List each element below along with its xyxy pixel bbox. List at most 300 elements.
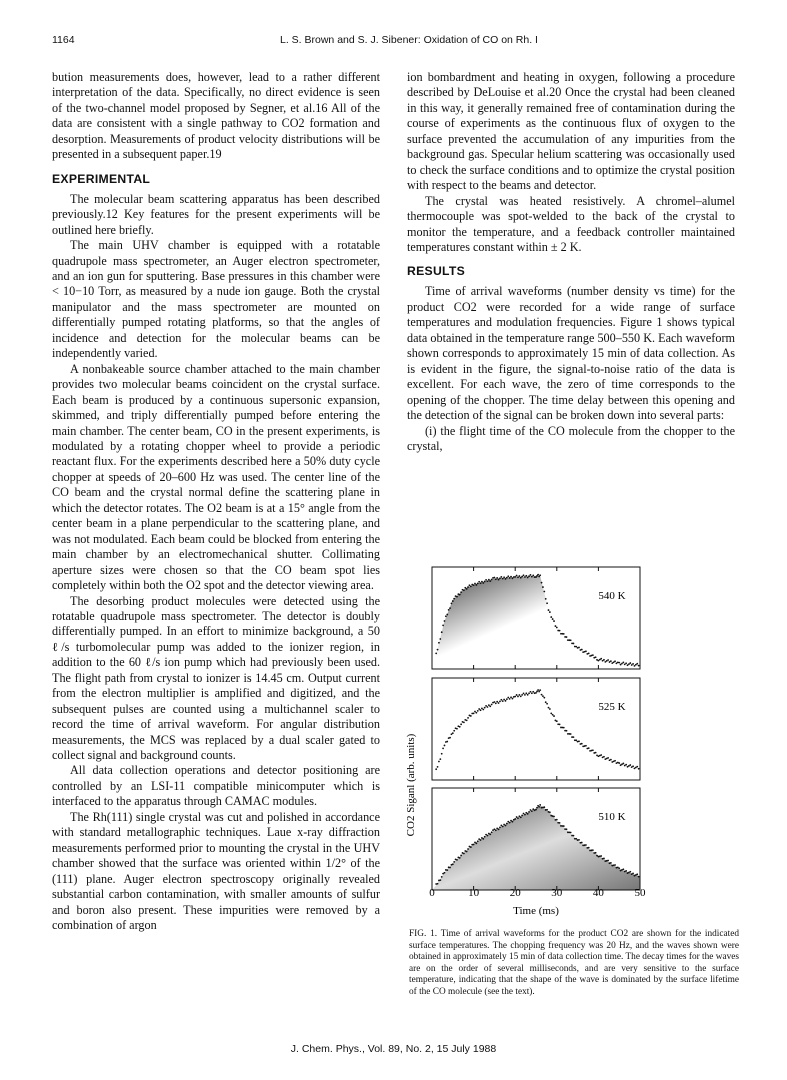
data-point — [446, 869, 448, 871]
data-point — [595, 852, 597, 854]
data-point — [592, 849, 594, 851]
data-point — [442, 748, 444, 750]
data-point — [607, 659, 609, 661]
paragraph: Time of arrival waveforms (number density vs time) for the product CO2 were recorded for a wide range of surface temperatures and modulation frequencies. Figure 1 shows typical data obtained in the temperature range 500–550 K. Each waveform shown corresponds to approximately 15 min of data collection. As is evident in the figure, the signal-to-noise ratio of the data is excellent. For each wave, the zero of time corresponds to the opening of the chopper. The time delay between this opening and the detection of the signal can be broken down into several parts: — [407, 284, 735, 423]
data-point — [478, 581, 480, 583]
data-point — [502, 700, 504, 702]
data-point — [456, 859, 458, 861]
data-point — [614, 864, 616, 866]
data-point — [451, 603, 453, 605]
data-point — [603, 858, 605, 860]
data-point — [437, 883, 439, 885]
data-point — [523, 692, 525, 694]
data-point — [480, 582, 482, 584]
data-point — [603, 756, 605, 758]
paragraph: The Rh(111) single crystal was cut and polished in accordance with standard metallographic techniques. Laue x-ray diffraction measurements performed prior to mounting the crystal in the UHV chamber showed that the surface was oriented within 1/2° of the (111) plane. Auger electron spectroscopy originally revealed substantial carbon contamination, with smaller amounts of sulfur and boron also present. These impurities were removed by a combination of argon — [52, 809, 380, 933]
data-point — [444, 745, 446, 747]
data-point — [453, 598, 455, 600]
data-point — [629, 662, 631, 664]
data-point — [625, 662, 627, 664]
data-point — [556, 819, 558, 821]
data-point — [541, 694, 543, 696]
paragraph: A nonbakeable source chamber attached to the main chamber provides two molecular beams coincident on the crystal surface. Each beam is produced by a continuous supersonic expansion, skimmed, and triply differentially pumped before entering the main chamber. The center beam, CO in the present experiments, is modulated by a rotating chopper wheel to provide a periodic reactant flux. For the experiments described here a 50% duty cycle chopper at speeds of 20–600 Hz was used. The center line of the CO beam and the crystal normal define the scattering plane in which the detector rotates. The O2 beam is at a 15° angle from the center beam in a plane perpendicular to the scattering plane, and was not modulated. Each beam could be blocked from entering the main chamber by an electromechanical shutter. Collimating aperture sizes were chosen so that the CO beam spot lies completely within both the O2 spot and the detector viewing area. — [52, 361, 380, 593]
data-point — [566, 730, 568, 732]
data-point — [500, 576, 502, 578]
data-point — [489, 580, 491, 582]
data-point — [525, 692, 527, 694]
x-tick-label: 50 — [634, 887, 646, 899]
data-point — [516, 575, 518, 577]
data-point — [474, 711, 476, 713]
data-point — [495, 829, 497, 831]
data-point — [546, 809, 548, 811]
data-point — [459, 857, 461, 859]
data-point — [600, 855, 602, 857]
data-point — [460, 723, 462, 725]
data-point — [607, 860, 609, 862]
data-point — [496, 577, 498, 579]
data-point — [463, 853, 465, 855]
data-point — [632, 663, 634, 665]
data-point — [550, 616, 552, 618]
data-point — [537, 574, 539, 576]
data-point — [573, 835, 575, 837]
data-point — [439, 758, 441, 760]
data-point — [614, 760, 616, 762]
data-point — [538, 806, 540, 808]
data-point — [489, 833, 491, 835]
running-title: L. S. Brown and S. J. Sibener: Oxidation of CO on Rh. I — [280, 34, 538, 46]
data-point — [566, 636, 568, 638]
data-point — [510, 576, 512, 578]
data-point — [464, 587, 466, 589]
data-point — [448, 609, 450, 611]
data-point — [449, 737, 451, 739]
data-point — [518, 694, 520, 696]
data-point — [503, 576, 505, 578]
data-point — [588, 847, 590, 849]
data-point — [509, 698, 511, 700]
data-point — [556, 627, 558, 629]
data-point — [546, 703, 548, 705]
data-point — [466, 588, 468, 590]
data-point — [503, 699, 505, 701]
data-point — [559, 822, 561, 824]
data-point — [487, 835, 489, 837]
data-point — [473, 584, 475, 586]
data-point — [636, 663, 638, 665]
data-point — [532, 691, 534, 693]
data-point — [524, 576, 526, 578]
paragraph: bution measurements does, however, lead to a rather different interpretation of the data. Specifically, no direct evidence is seen of the two-channel model proposed by Segner, et al.16 All of the data are consistent with a single pathway to CO2 formation and desorption. Measurements of product velocity distributions will be presented in a subsequent paper.19 — [52, 70, 380, 162]
data-point — [506, 698, 508, 700]
page-number: 1164 — [52, 34, 75, 46]
data-point — [484, 707, 486, 709]
data-point — [517, 576, 519, 578]
data-point — [538, 691, 540, 693]
data-point — [559, 723, 561, 725]
data-point — [466, 851, 468, 853]
data-point — [506, 823, 508, 825]
data-point — [473, 844, 475, 846]
data-point — [487, 706, 489, 708]
data-point — [521, 694, 523, 696]
data-point — [475, 842, 477, 844]
data-point — [517, 817, 519, 819]
data-point — [592, 749, 594, 751]
paragraph: (i) the flight time of the CO molecule from the chopper to the crystal, — [407, 423, 735, 453]
data-point — [500, 699, 502, 701]
data-point — [622, 662, 624, 664]
right-column — [407, 70, 735, 454]
data-point — [595, 752, 597, 754]
x-tick-label: 20 — [509, 887, 521, 899]
data-point — [622, 763, 624, 765]
panel-label: 510 K — [598, 811, 626, 823]
data-point — [566, 828, 568, 830]
data-point — [517, 696, 519, 698]
data-point — [498, 579, 500, 581]
data-point — [480, 839, 482, 841]
data-point — [507, 697, 509, 699]
data-point — [614, 660, 616, 662]
data-point — [439, 638, 441, 640]
data-point — [549, 611, 551, 613]
data-point — [581, 649, 583, 651]
data-point — [585, 844, 587, 846]
data-point — [507, 575, 509, 577]
data-point — [477, 582, 479, 584]
data-point — [446, 614, 448, 616]
data-point — [600, 754, 602, 756]
data-point — [467, 586, 469, 588]
data-point — [495, 578, 497, 580]
data-point — [549, 811, 551, 813]
data-point — [520, 816, 522, 818]
data-point — [556, 720, 558, 722]
data-point — [549, 708, 551, 710]
data-point — [585, 650, 587, 652]
data-point — [514, 818, 516, 820]
data-point — [514, 696, 516, 698]
data-point — [478, 708, 480, 710]
data-point — [545, 598, 547, 600]
data-point — [607, 757, 609, 759]
data-point — [505, 825, 507, 827]
data-point — [453, 730, 455, 732]
data-point — [444, 620, 446, 622]
data-point — [563, 633, 565, 635]
data-point — [535, 692, 537, 694]
data-point — [632, 765, 634, 767]
data-point — [570, 832, 572, 834]
data-point — [470, 586, 472, 588]
figure-1 — [402, 563, 652, 923]
data-point — [575, 739, 577, 741]
data-point — [588, 653, 590, 655]
data-point — [543, 697, 545, 699]
data-point — [638, 768, 640, 770]
data-point — [460, 855, 462, 857]
data-point — [481, 581, 483, 583]
data-point — [578, 740, 580, 742]
data-point — [444, 872, 446, 874]
journal-footer: J. Chem. Phys., Vol. 89, No. 2, 15 July 1988 — [290, 1043, 497, 1055]
figure-caption: FIG. 1. Time of arrival waveforms for the product CO2 are shown for the indicated surface temperatures. The chopping frequency was 20 Hz, and the waves shown were obtained in approximately 15 min of data collection time. The decay times for the waves are on the order of several milliseconds, and are very sensitive to the surface temperature, indicating that the shape of the wave is dominated by the surface lifetime of the CO molecule (see the text). — [409, 929, 739, 997]
data-point — [603, 659, 605, 661]
data-point — [512, 698, 514, 700]
data-point — [491, 579, 493, 581]
data-point — [482, 709, 484, 711]
data-point — [485, 705, 487, 707]
data-point — [552, 714, 554, 716]
data-point — [578, 839, 580, 841]
data-point — [530, 691, 532, 693]
data-point — [463, 721, 465, 723]
data-point — [520, 696, 522, 698]
data-point — [441, 753, 443, 755]
data-point — [473, 713, 475, 715]
data-point — [520, 577, 522, 579]
data-point — [563, 727, 565, 729]
data-point — [559, 630, 561, 632]
data-point — [531, 576, 533, 578]
data-point — [618, 762, 620, 764]
data-point — [467, 848, 469, 850]
data-point — [441, 631, 443, 633]
data-point — [506, 577, 508, 579]
data-point — [528, 692, 530, 694]
paragraph: The main UHV chamber is equipped with a rotatable quadrupole mass spectrometer, an Auger electron spectrometer, and an ion gun for sputtering. Base pressures in this chamber were < 10−10 Torr, as measured by a nude ion gauge. Both the crystal manipulator and the mass spectrometer are mounted on differentially pumped rotating platforms, so that the angles of incidence and detection for the molecular beams can be independently varied. — [52, 238, 380, 361]
data-point — [485, 579, 487, 581]
panel-label: 540 K — [598, 590, 626, 602]
data-point — [524, 694, 526, 696]
data-point — [527, 813, 529, 815]
data-point — [441, 876, 443, 878]
data-point — [563, 825, 565, 827]
paragraph: ion bombardment and heating in oxygen, following a procedure described by DeLouise et al.20 Once the crystal had been cleaned in this way, it generally remained free of contamination during the course of experiments as the continuous flux of oxygen to the surface prevented the accumulation of any impurities from the background gas. Specular helium scattering was occasionally used to check the surface conditions and to optimize the crystal position with respect to the beams and detector. — [407, 70, 735, 193]
data-point — [470, 715, 472, 717]
data-point — [618, 867, 620, 869]
data-point — [474, 583, 476, 585]
x-tick-label: 0 — [429, 887, 435, 899]
data-point — [539, 689, 541, 691]
data-point — [530, 574, 532, 576]
data-point — [543, 591, 545, 593]
data-point — [459, 594, 461, 596]
data-point — [521, 815, 523, 817]
data-point — [546, 602, 548, 604]
data-point — [610, 862, 612, 864]
data-point — [466, 720, 468, 722]
data-point — [481, 707, 483, 709]
data-point — [581, 743, 583, 745]
data-point — [438, 761, 440, 763]
data-point — [575, 646, 577, 648]
data-point — [491, 704, 493, 706]
data-point — [636, 873, 638, 875]
data-point — [477, 710, 479, 712]
data-point — [575, 838, 577, 840]
data-point — [495, 702, 497, 704]
data-point — [543, 806, 545, 808]
data-point — [460, 591, 462, 593]
data-point — [512, 821, 514, 823]
data-point — [632, 873, 634, 875]
paragraph: The crystal was heated resistively. A chromel–alumel thermocouple was spot-welded to the back of the crystal to monitor the temperature, and a feedback controller maintained temperatures constant within ± 2 K. — [407, 193, 735, 254]
data-point — [573, 643, 575, 645]
data-point — [531, 692, 533, 694]
data-point — [505, 578, 507, 580]
data-point — [484, 581, 486, 583]
data-point — [541, 582, 543, 584]
data-point — [488, 579, 490, 581]
data-point — [435, 768, 437, 770]
data-point — [496, 701, 498, 703]
data-point — [505, 700, 507, 702]
data-point — [467, 717, 469, 719]
chart-panel — [432, 567, 640, 669]
panel-label: 525 K — [598, 701, 626, 713]
data-point — [510, 696, 512, 698]
data-point — [491, 831, 493, 833]
data-point — [553, 620, 555, 622]
data-point — [548, 609, 550, 611]
data-point — [469, 584, 471, 586]
data-point — [528, 811, 530, 813]
data-point — [523, 574, 525, 576]
data-point — [445, 615, 447, 617]
data-point — [610, 759, 612, 761]
data-point — [527, 577, 529, 579]
data-point — [528, 575, 530, 577]
data-point — [498, 702, 500, 704]
chart-panel — [432, 678, 640, 780]
data-point — [622, 868, 624, 870]
data-point — [636, 766, 638, 768]
data-point — [536, 807, 538, 809]
data-point — [475, 584, 477, 586]
data-point — [502, 578, 504, 580]
data-point — [487, 580, 489, 582]
data-point — [499, 701, 501, 703]
data-point — [548, 707, 550, 709]
data-point — [499, 577, 501, 579]
data-point — [629, 871, 631, 873]
data-point — [452, 863, 454, 865]
left-column — [52, 70, 380, 933]
data-point — [553, 816, 555, 818]
data-point — [542, 586, 544, 588]
data-point — [449, 607, 451, 609]
data-point — [539, 804, 541, 806]
data-point — [535, 809, 537, 811]
y-axis-label: CO2 Siganl (arb. units) — [405, 733, 417, 837]
data-point — [512, 577, 514, 579]
paragraph: All data collection operations and detector positioning are controlled by an LSI-11 compatible minicomputer which is interfaced to the apparatus through CAMAC modules. — [52, 763, 380, 809]
data-point — [625, 870, 627, 872]
data-point — [437, 649, 439, 651]
data-point — [494, 701, 496, 703]
data-point — [477, 840, 479, 842]
data-point — [618, 662, 620, 664]
data-point — [573, 736, 575, 738]
data-point — [600, 658, 602, 660]
data-point — [524, 814, 526, 816]
data-point — [509, 822, 511, 824]
data-point — [638, 876, 640, 878]
data-point — [482, 838, 484, 840]
data-point — [502, 826, 504, 828]
chart-panel — [432, 788, 640, 890]
data-point — [570, 733, 572, 735]
data-point — [459, 726, 461, 728]
data-point — [638, 665, 640, 667]
data-point — [498, 828, 500, 830]
data-point — [588, 747, 590, 749]
x-tick-label: 30 — [551, 887, 563, 899]
x-tick-label: 10 — [468, 887, 480, 899]
x-tick-label: 40 — [592, 887, 604, 899]
data-point — [446, 741, 448, 743]
data-point — [592, 654, 594, 656]
data-point — [463, 589, 465, 591]
data-point — [516, 694, 518, 696]
data-point — [525, 575, 527, 577]
data-point — [475, 712, 477, 714]
data-point — [585, 745, 587, 747]
data-point — [452, 732, 454, 734]
data-point — [527, 694, 529, 696]
data-point — [435, 653, 437, 655]
data-point — [595, 656, 597, 658]
data-point — [545, 701, 547, 703]
data-point — [610, 660, 612, 662]
x-axis-label: Time (ms) — [513, 905, 559, 917]
data-point — [625, 764, 627, 766]
data-point — [536, 691, 538, 693]
paragraph: The desorbing product molecules were detected using the rotatable quadrupole mass spectrometer. The detector is doubly differentially pumped. In an effort to minimize background, a 50 ℓ/s turbomolecular pump was added to the ionizer region, in addition to the 60 ℓ/s ion pump which had previously been used. The flight path from crystal to ionizer is 14.45 cm. Output current from the electron multiplier is amplified and digitized, and the subsequent pulses are counted using a multichannel scaler to record the time of arrival waveform. For angular distribution measurements, the MCS was replaced by a dual scaler gated to collect signal and background counts. — [52, 593, 380, 763]
data-point — [537, 689, 539, 691]
data-point — [480, 709, 482, 711]
data-point — [439, 879, 441, 881]
data-point — [521, 576, 523, 578]
data-point — [488, 704, 490, 706]
data-point — [499, 827, 501, 829]
data-point — [484, 836, 486, 838]
data-point — [552, 618, 554, 620]
data-point — [629, 764, 631, 766]
data-point — [452, 600, 454, 602]
data-point — [509, 577, 511, 579]
data-point — [456, 728, 458, 730]
data-point — [449, 867, 451, 869]
data-point — [442, 625, 444, 627]
data-point — [532, 575, 534, 577]
data-point — [518, 575, 520, 577]
data-point — [514, 576, 516, 578]
data-point — [494, 577, 496, 579]
data-point — [581, 842, 583, 844]
paragraph: The molecular beam scattering apparatus has been described previously.12 Key features for the present experiments will be outlined here briefly. — [52, 191, 380, 237]
data-point — [578, 647, 580, 649]
data-point — [438, 642, 440, 644]
data-point — [531, 810, 533, 812]
data-point — [553, 715, 555, 717]
data-point — [453, 861, 455, 863]
data-point — [482, 582, 484, 584]
data-point — [550, 712, 552, 714]
